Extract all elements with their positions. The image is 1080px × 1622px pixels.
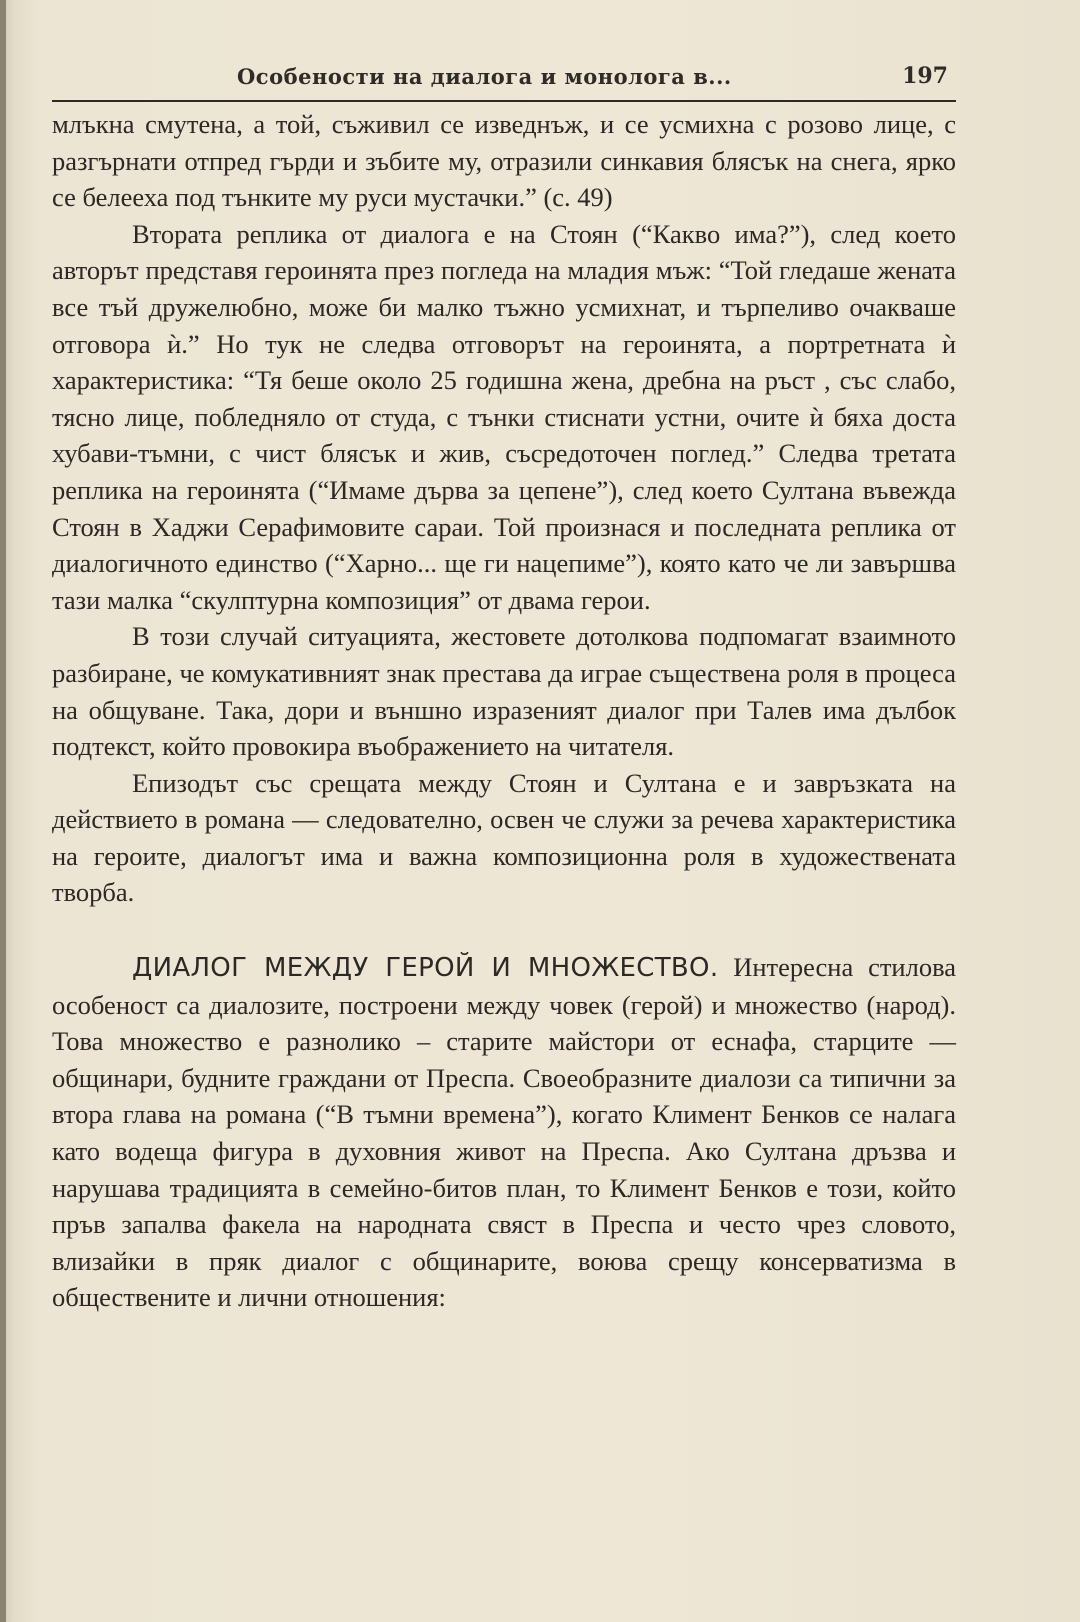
body-text <box>52 106 956 1316</box>
paragraph-continuation: млъкна смутена, а той, съживил се изведнъж, и се усмихна с розово лице, с разгърнати отпред гърди и зъбите му, отразили синкавия блясък на снега, ярко се белееха под тънките му руси мустачки.” (с. 49) <box>52 109 956 213</box>
running-title: Особености на диалога и монолога в... <box>237 64 732 89</box>
paragraph: Втората реплика от диалога е на Стоян (“Какво има?”), след което авторът представя героинята през погледа на младия мъж: “Той гледаше жената все тъй дружелюбно, може би малко тъжно усмихнат, и търпеливо очакваше отговора ѝ.” Но тук не следва отговорът на героинята, а портретната ѝ характеристика: “Тя беше около 25 годишна жена, дребна на ръст , със слабо, тясно лице, побледняло от студа, с тънки стиснати устни, очите ѝ бяха доста хубави-тъмни, с чист блясък и жив, съсредоточен поглед.” Следва третата реплика на героинята (“Имаме дърва за цепене”), след което Султана въвежда Стоян в Хаджи Серафимовите сараи. Той произнася и последната реплика от диалогичното единство (“Харно... ще ги нацепиме”), която като че ли завършва тази малка “скулптурна композиция” от двама герои. <box>52 218 956 615</box>
section-paragraph <box>52 949 956 1316</box>
page-number: 197 <box>902 63 948 89</box>
section-heading: ДИАЛОГ МЕЖДУ ГЕРОЙ И МНОЖЕСТВО. <box>132 953 719 984</box>
section-spacer <box>52 911 956 949</box>
paragraph: Епизодът със срещата между Стоян и Султана е и завръзката на действието в романа — следователно, освен че служи за речева характеристика на героите, диалогът има и важна композиционна роля в художествената творба. <box>52 767 956 908</box>
page-header <box>52 60 956 102</box>
section-text: Интересна стилова особеност са диалозите, построени между човек (герой) и множество (народ). Това множество е разнолико – старите майстори от еснафа, старците — общинари, будните граждани от Преспа. Своеобразните диалози са типични за втора глава на романа (“В тъмни времена”), когато Климент Бенков се налага като водеща фигура в духовния живот на Преспа. Ако Султана дръзва и нарушава традицията в семейно-битов план, то Климент Бенков е този, който пръв запалва факела на народната свяст в Преспа и често чрез словото, влизайки в пряк диалог с общинарите, воюва срещу консерватизма в обществените и лични отношения: <box>52 952 956 1313</box>
paragraph: В този случай ситуацията, жестовете дотолкова подпомагат взаимното разбиране, че комукативният знак престава да играе съществена роля в процеса на общуване. Така, дори и външно изразеният диалог при Талев има дълбок подтекст, който провокира въображението на читателя. <box>52 621 956 762</box>
